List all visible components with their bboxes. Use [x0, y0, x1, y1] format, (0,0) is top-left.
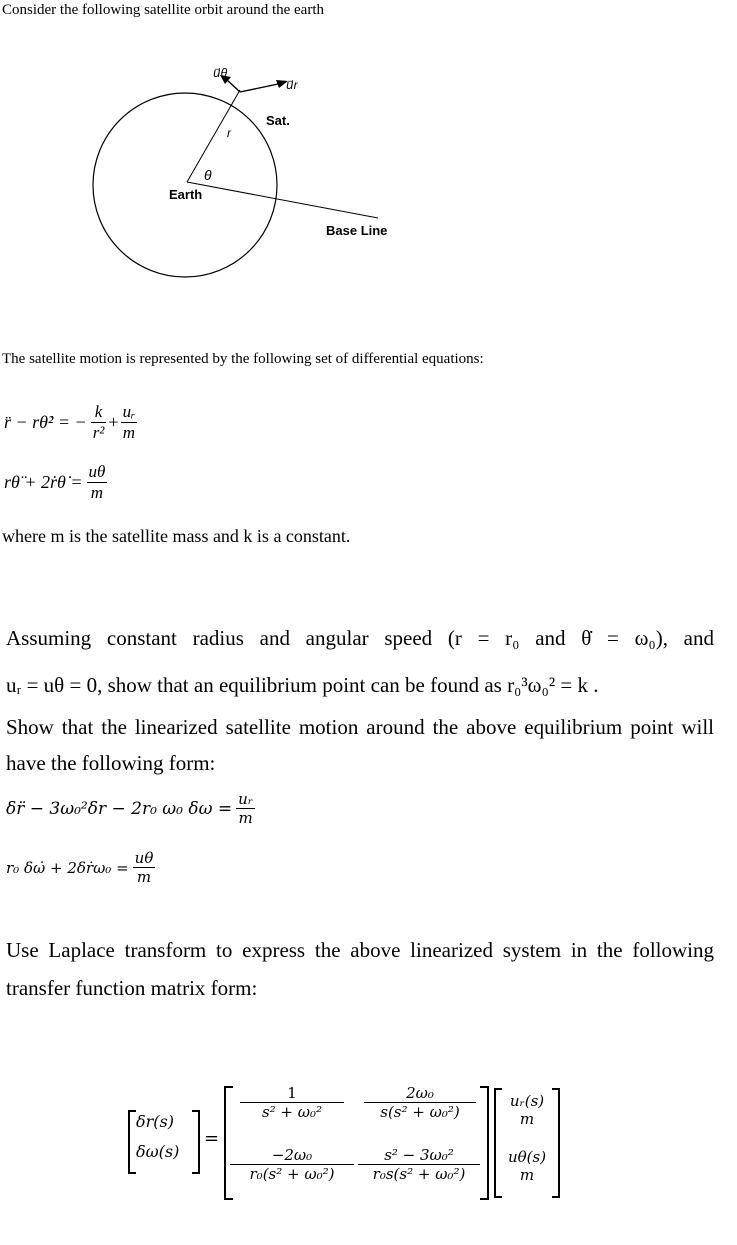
- sat-label: Sat.: [266, 113, 290, 128]
- baseline-label: Base Line: [326, 223, 388, 238]
- equation-radial: r̈ − rθ̇² = − $\frac{k}{\text{r²}}$ + $\frac{\text{uᵣ}}{m}$: [4, 402, 136, 442]
- orbit-diagram: [80, 55, 410, 315]
- lin1-frac: $\frac{\text{uᵣ}}{m}$: [238, 790, 253, 827]
- motion-text: The satellite motion is represented by the following set of differential equations:: [2, 351, 484, 367]
- lhs-top: δr(s): [136, 1112, 174, 1131]
- assume-line-1: Assuming constant radius and angular speed (r = r₀ and θ̇ = ω₀), and: [6, 626, 714, 650]
- transfer-matrix: [124, 1080, 564, 1200]
- a22: $\frac{\text{s² − 3ω₀²}}{\text{r₀s(s² + ω₀²)}}$: [358, 1146, 480, 1183]
- eq1-frac-ur: $\frac{\text{uᵣ}}{m}$: [122, 402, 136, 442]
- ur-label: u⃗r: [286, 78, 298, 92]
- eq1-lhs: r̈ − rθ̇² = −: [4, 412, 87, 432]
- radius-line: [187, 90, 240, 182]
- earth-label: Earth: [169, 187, 203, 202]
- laplace-line-2: transfer function matrix form:: [6, 976, 258, 1000]
- lin2-lhs: r₀ δω̇ + 2δṙω₀ =: [6, 858, 129, 877]
- linearized-eq-2: [6, 849, 155, 886]
- assume-line-4: have the following form:: [6, 751, 216, 775]
- assume-line-2: uᵣ = uθ = 0, show that an equilibrium point can be found as r₀³ω₀² = k .: [6, 673, 599, 697]
- assume-line-3: Show that the linearized satellite motion around the above equilibrium point will: [6, 715, 714, 739]
- input-ur: uᵣ(s) m: [509, 1092, 545, 1128]
- utheta-label: u⃗θ: [213, 66, 228, 80]
- base-line: [187, 182, 378, 218]
- intro-text: Consider the following satellite orbit around the earth: [2, 2, 325, 18]
- lin1-lhs: δr̈ − 3ω₀²δr − 2r₀ ω₀ δω =: [6, 798, 233, 819]
- r-label: r: [227, 126, 231, 140]
- linearized-eq-1: [6, 790, 255, 827]
- eq1-frac-k: $\frac{k}{\text{r²}}$: [92, 402, 105, 442]
- utheta-arrow: [226, 79, 240, 92]
- orbit-circle: [93, 93, 277, 277]
- equation-angular: [4, 462, 107, 503]
- equals-sign: =: [204, 1128, 220, 1149]
- a21: $\frac{\text{−2ω₀}}{\text{r₀(s² + ω₀²)}}$: [230, 1146, 354, 1183]
- where-text: where m is the satellite mass and k is a constant.: [2, 526, 351, 546]
- eq2-frac: $\frac{u\theta}{m}$: [88, 462, 106, 502]
- laplace-line-1: Use Laplace transform to express the above linearized system in the following: [6, 938, 714, 962]
- a11: $\frac{1}{\text{s² + ω₀²}}$: [240, 1084, 344, 1121]
- ur-arrow: [240, 83, 283, 92]
- a12: $\frac{\text{2ω₀}}{\text{s(s² + ω₀²)}}$: [364, 1084, 476, 1121]
- input-utheta: uθ(s) m: [507, 1148, 547, 1184]
- eq2-lhs: rθ̈ + 2ṙθ̇ =: [4, 472, 83, 492]
- lin2-frac: $\frac{u\theta}{m}$: [134, 849, 154, 886]
- lhs-bottom: δω(s): [136, 1142, 180, 1161]
- theta-label: θ: [204, 167, 212, 183]
